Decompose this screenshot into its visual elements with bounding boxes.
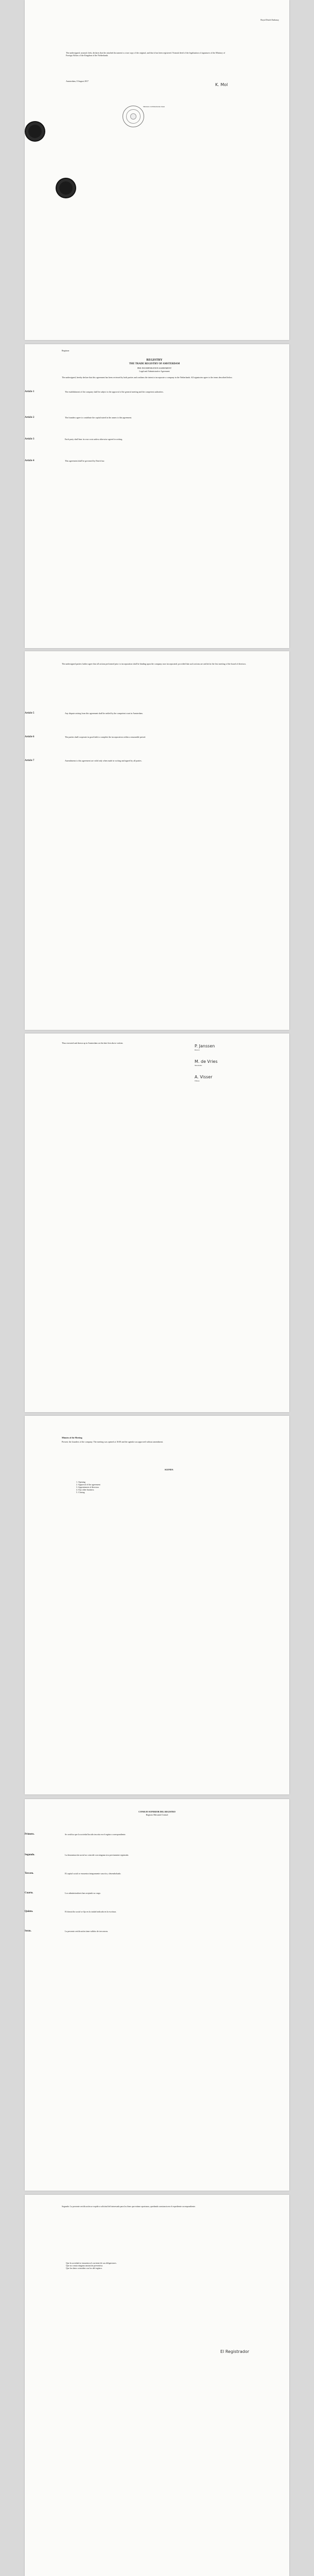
signature-label: Director xyxy=(195,1049,200,1051)
agenda-item: 4. Any other business xyxy=(76,1488,94,1491)
item-label: Primero. xyxy=(25,1833,34,1836)
signature: A. Visser xyxy=(195,1075,213,1079)
article-label: Article 5 xyxy=(25,712,34,715)
agenda-item: 1. Opening xyxy=(76,1481,85,1483)
article-label: Article 6 xyxy=(25,736,34,738)
date-footer: Amsterdam, 8 August 2017 xyxy=(66,80,89,82)
page2-subtitle: THE TRADE REGISTRY OF AMSTERDAM xyxy=(129,363,180,365)
page-7 xyxy=(25,2195,289,2576)
page-2 xyxy=(25,344,289,648)
item-text: Los administradores han aceptado su cargo. xyxy=(65,1892,101,1894)
page2-body: The undersigned, hereby declare that this agreement has been reviewed by both parties and confirms the intent to incorporate a company in the Netherlands. All signatories agree to the terms described below. xyxy=(62,376,233,379)
item-text: La presente certificación tiene validez de tres meses. xyxy=(65,1930,109,1933)
article-label: Article 4 xyxy=(25,460,34,462)
bullet-item: Que los datos coinciden con los del registro. xyxy=(66,2267,102,2269)
signature-page-1: K. Mol xyxy=(215,82,228,87)
article-text: The founders agree to contribute the capital stated in the annex to this agreement. xyxy=(65,416,132,419)
article-text: This agreement shall be governed by Dutch law. xyxy=(65,460,105,462)
agenda-item: 2. Approval of the agreement xyxy=(76,1483,100,1486)
item-label: Tercero. xyxy=(25,1872,34,1875)
signature: M. de Vries xyxy=(195,1059,218,1064)
item-label: Cuarto. xyxy=(25,1892,33,1894)
bullet-list xyxy=(66,2262,251,2269)
article-label: Article 1 xyxy=(25,391,34,393)
page-5 xyxy=(25,1416,289,1794)
item-text: El capital social se encuentra íntegramente suscrito y desembolsado. xyxy=(65,1872,121,1875)
article-text: The parties shall cooperate in good faith to complete the incorporation within a reasonable period. xyxy=(65,736,146,738)
signature: El Registrador xyxy=(220,2349,249,2354)
page3-text: The undersigned parties further agree that all actions performed prior to incorporation shall be binding upon the company once incorporated, provided that such actions are ratified at the first meeting of the board of directors. xyxy=(62,663,247,665)
agenda-title: AGENDA xyxy=(164,1468,173,1471)
bullet-item: Que no consta ninguna anotación preventiva. xyxy=(66,2264,103,2267)
article-text: Any dispute arising from this agreement shall be settled by the competent court in Amsterdam. xyxy=(65,712,143,715)
agenda-item: 5. Closing xyxy=(76,1491,85,1494)
bullet-item: Que la sociedad se encuentra al corriente de sus obligaciones. xyxy=(66,2262,117,2264)
page-4 xyxy=(25,1033,289,1412)
embassy-header: Royal Dutch Embassy xyxy=(260,19,279,21)
article-text: Amendments to this agreement are valid only when made in writing and signed by all parties. xyxy=(65,759,142,762)
embassy-stamp xyxy=(123,106,144,127)
page6-subtitle: Registro Mercantil Central xyxy=(146,1814,168,1816)
article-label: Article 3 xyxy=(25,438,34,440)
page-6 xyxy=(25,1799,289,2191)
intro-paragraph: The undersigned, notarial clerk, declares that the attached document is a true copy of the original, and that it has been registered. Notarial deed of the legalization of signatures of the Ministry of Foreign Affairs of the Kingdom of the Netherlands. xyxy=(66,52,225,57)
agenda-list xyxy=(76,1481,100,1494)
article-text: Each party shall bear its own costs unless otherwise agreed in writing. xyxy=(65,438,123,440)
item-label: Quinto. xyxy=(25,1910,33,1913)
article-label: Article 7 xyxy=(25,759,34,762)
article-label: Article 2 xyxy=(25,416,34,419)
page2-subheading: PRE-INCORPORATION AGREEMENT xyxy=(137,367,172,369)
stamp-text: Ministerie van Buitenlandse Zaken xyxy=(143,106,165,108)
wax-seal-left xyxy=(25,121,45,142)
item-label: Segundo. xyxy=(25,1854,35,1856)
article-text: The establishment of the company shall be subject to the approval of the general meeting and the competent authorities. xyxy=(65,391,164,393)
wax-seal-bottom xyxy=(56,178,76,198)
page4-text: Thus executed and drawn up in Amsterdam on the date first above written. xyxy=(62,1042,124,1044)
page2-title: REGISTRY xyxy=(146,359,163,362)
item-label: Sexto. xyxy=(25,1930,31,1933)
item-text: La denominación social no coincide con ninguna otra previamente registrada. xyxy=(65,1854,129,1856)
signature-label: Shareholder xyxy=(195,1064,202,1066)
agenda-item: 3. Appointment of directors xyxy=(76,1486,99,1488)
signature-label: Witness xyxy=(195,1080,200,1082)
page7-text: Segundo: La presente certificación se expide a solicitud del interesado para los fines que estime oportunos, quedando constancia en el expediente correspondiente. xyxy=(62,2205,196,2208)
page6-title: CONSEJO SUPERIOR DEL REGISTRO xyxy=(138,1810,176,1813)
item-text: El domicilio social se fija en la ciudad indicada en la escritura. xyxy=(65,1910,117,1913)
page2-subheading-2: Legal and Administrative Agreement xyxy=(139,370,170,372)
page2-header: Registrar xyxy=(62,349,69,352)
page-3 xyxy=(25,651,289,1030)
page-1 xyxy=(25,0,289,340)
signature: P. Janssen xyxy=(195,1044,215,1048)
item-text: Se certifica que la sociedad ha sido inscrita en el registro correspondiente. xyxy=(65,1833,126,1836)
page5-text: Present: the founders of the company. The meeting was opened at 10:00 and the agenda was approved without amendment. xyxy=(62,1440,164,1443)
page5-heading: Minutes of the Meeting xyxy=(62,1436,82,1439)
